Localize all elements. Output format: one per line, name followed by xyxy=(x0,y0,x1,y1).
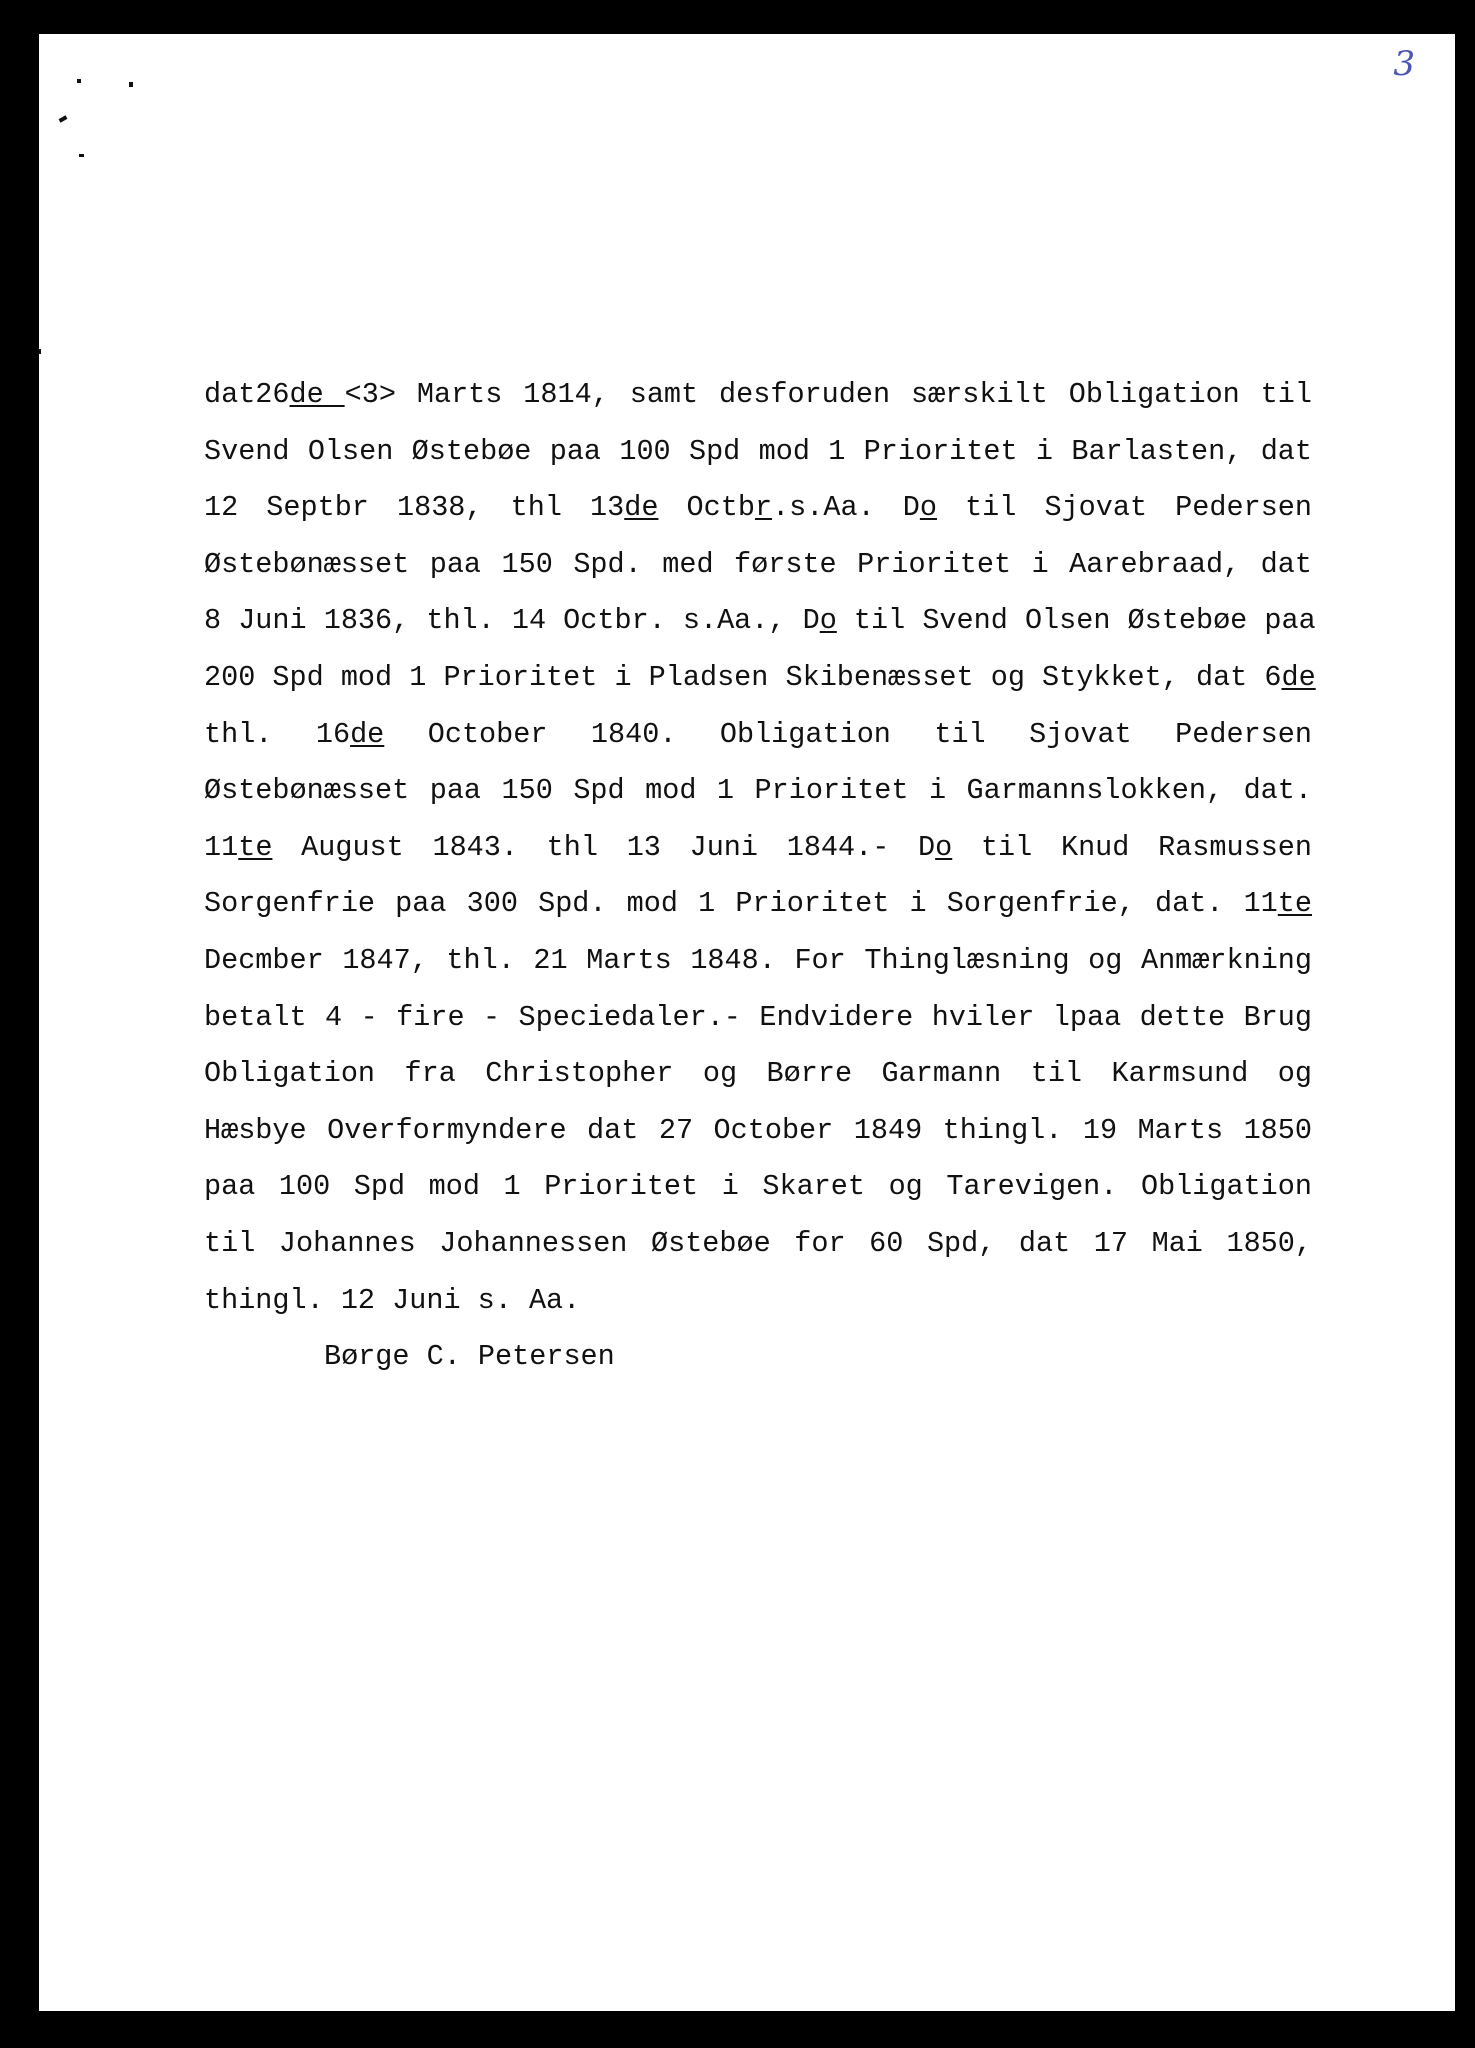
scan-speck xyxy=(129,82,133,87)
underlined-text: de xyxy=(350,717,385,751)
underlined-text: de xyxy=(1281,660,1316,694)
underlined-text: te xyxy=(1277,887,1312,921)
signature: Børge C. Petersen xyxy=(324,1340,615,1373)
underlined-text: o xyxy=(935,830,953,864)
underlined-text: o xyxy=(919,491,937,525)
text-line: thl. 16de October 1840. Obligation til Sjovat Pedersen xyxy=(204,717,1312,751)
text-line: paa 100 Spd mod 1 Prioritet i Skaret og Tarevigen. Obligation xyxy=(204,1170,1312,1204)
text-line: betalt 4 - fire - Speciedaler.- Endvidere hviler lpaa dette Brug xyxy=(204,1000,1312,1034)
text-line: Decmber 1847, thl. 21 Marts 1848. For Thinglæsning og Anmærkning xyxy=(204,943,1312,977)
text-line: Svend Olsen Østebøe paa 100 Spd mod 1 Prioritet i Barlasten, dat xyxy=(204,434,1312,468)
text-line: Østebønæsset paa 150 Spd. med første Prioritet i Aarebraad, dat xyxy=(204,547,1312,581)
text-line: 200 Spd mod 1 Prioritet i Pladsen Skibenæsset og Stykket, dat 6de xyxy=(204,660,1316,694)
underlined-text: te xyxy=(238,830,273,864)
underlined-text: de xyxy=(624,491,659,525)
underlined-text: de xyxy=(289,378,345,411)
text-line: thingl. 12 Juni s. Aa. xyxy=(204,1283,581,1317)
scan-speck xyxy=(59,115,68,122)
text-line: dat26de <3> Marts 1814, samt desforuden særskilt Obligation til xyxy=(204,378,1312,411)
text-line: Sorgenfrie paa 300 Spd. mod 1 Prioritet i Sorgenfrie, dat. 11te xyxy=(204,887,1312,921)
text-line: 11te August 1843. thl 13 Juni 1844.- Do til Knud Rasmussen xyxy=(204,830,1313,864)
text-line: Obligation fra Christopher og Børre Garmann til Karmsund og xyxy=(204,1057,1312,1091)
scan-speck xyxy=(77,79,81,83)
scan-speck xyxy=(39,349,41,354)
scan-speck xyxy=(79,154,84,157)
underlined-text: r xyxy=(754,491,773,525)
text-line: til Johannes Johannessen Østebøe for 60 Spd, dat 17 Mai 1850, xyxy=(204,1226,1312,1260)
document-page xyxy=(39,34,1455,2011)
text-line: 12 Septbr 1838, thl 13de Octbr.s.Aa. Do til Sjovat Pedersen xyxy=(204,491,1313,525)
underlined-text: o xyxy=(819,604,837,638)
body-text xyxy=(204,367,1316,1329)
text-line: 8 Juni 1836, thl. 14 Octbr. s.Aa., Do til Svend Olsen Østebøe paa xyxy=(204,604,1316,638)
text-line: Hæsbye Overformyndere dat 27 October 1849 thingl. 19 Marts 1850 xyxy=(204,1113,1312,1147)
page-number: 3 xyxy=(1393,44,1415,84)
text-line: Østebønæsset paa 150 Spd mod 1 Prioritet i Garmannslokken, dat. xyxy=(204,774,1312,808)
